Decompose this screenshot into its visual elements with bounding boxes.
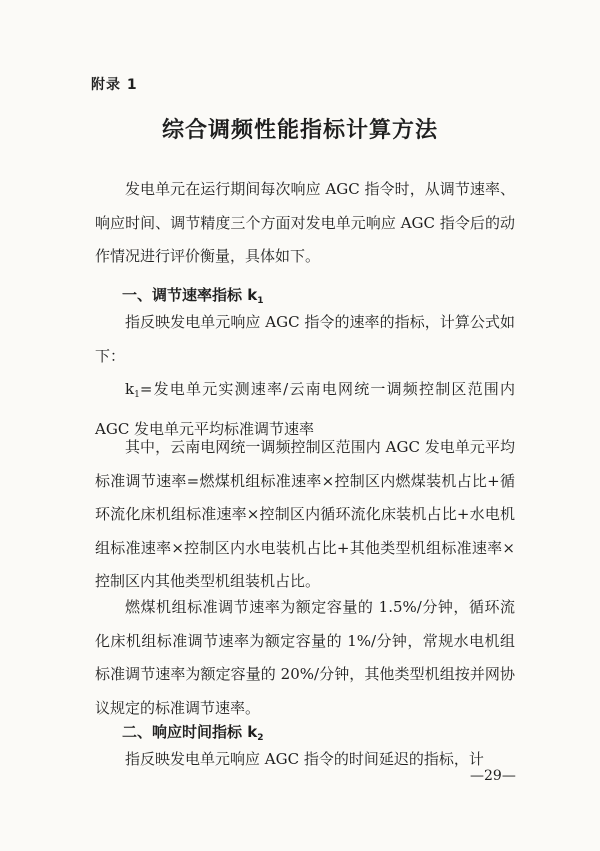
intro-paragraph: 发电单元在运行期间每次响应 AGC 指令时，从调节速率、响应时间、调节精度三个方面对发电单元响应 AGC 指令后的动作情况进行评价衡量，具体如下。 — [95, 180, 515, 265]
appendix-label: 附录 1 — [91, 77, 138, 93]
page-number: —29— — [470, 768, 516, 784]
formula-subscript: 1 — [134, 390, 140, 400]
formula-k: k — [125, 380, 135, 398]
section1-explanation: 其中，云南电网统一调频控制区范围内 AGC 发电单元平均标准调节速率=燃煤机组标准速率×控制区内燃煤装机占比+循环流化床机组标准速率×控制区内循环流化床装机占比+水电机组标准速率×控制区内水电装机占比+其他类型机组标准速率×控制区内其他类型机组装机占比。 — [95, 438, 515, 590]
page-title: 综合调频性能指标计算方法 — [161, 118, 438, 143]
section2-heading-text: 二、响应时间指标 k — [122, 723, 258, 741]
section1-heading-subscript: 1 — [257, 296, 264, 306]
section2-description: 指反映发电单元响应 AGC 指令的时间延迟的指标，计 — [125, 750, 484, 768]
section2-heading-subscript: 2 — [257, 733, 264, 743]
formula-text: =发电单元实测速率/云南电网统一调频控制区范围内 AGC 发电单元平均标准调节速率 — [95, 380, 515, 438]
section1-description: 指反映发电单元响应 AGC 指令的速率的指标，计算公式如下： — [95, 313, 515, 365]
section1-heading-text: 一、调节速率指标 k — [122, 286, 258, 304]
section1-rates: 燃煤机组标准调节速率为额定容量的 1.5%/分钟，循环流化床机组标准调节速率为额定容量的 1%/分钟，常规水电机组标准调节速率为额定容量的 20%/分钟，其他类型机组按并网协议规定的标准调节速率。 — [95, 598, 515, 717]
